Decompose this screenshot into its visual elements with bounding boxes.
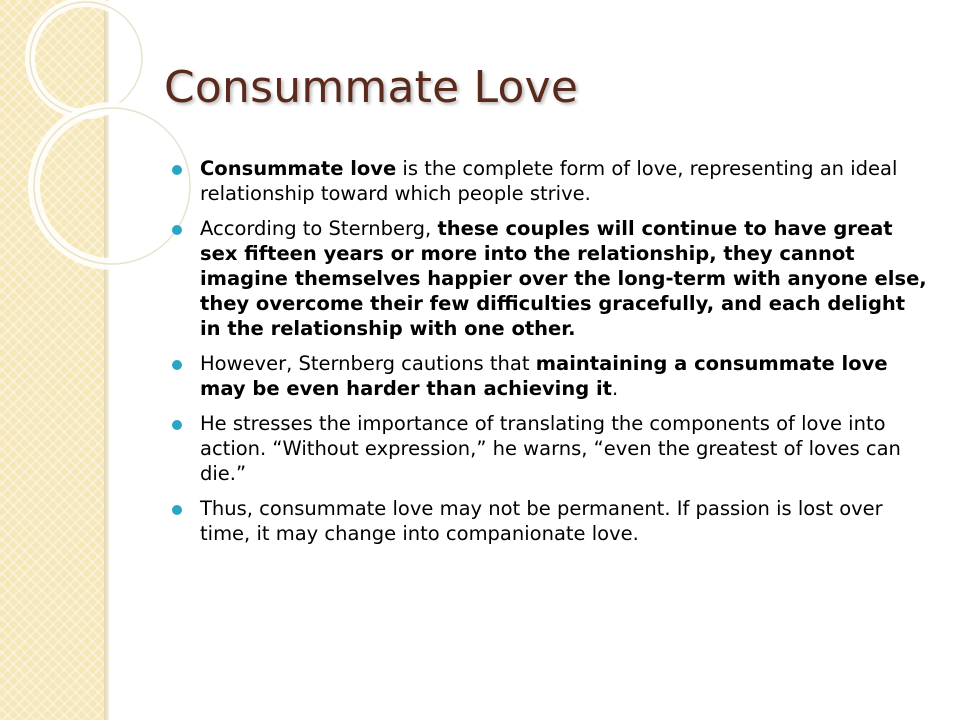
bullet-item bbox=[170, 351, 930, 401]
bullet-lead: According to Sternberg, bbox=[200, 217, 438, 240]
bullet-tail: . bbox=[612, 377, 619, 400]
slide-title: Consummate Love bbox=[164, 62, 579, 113]
bullet-bold-text: these couples will continue to have great sex fifteen years or more into the relationship, they cannot imagine themselves happier over the long-term with anyone else, they overcome their few difficulties gracefully, and each delight in the relationship with one other. bbox=[200, 217, 927, 340]
bullet-item bbox=[170, 156, 930, 206]
bullet-list bbox=[170, 156, 930, 556]
bullet-dot-icon bbox=[172, 420, 182, 430]
bullet-bold-lead: Consummate love bbox=[200, 157, 397, 180]
bullet-bold-text: maintaining a consummate love may be even harder than achieving it bbox=[200, 352, 888, 400]
bullet-text: He stresses the importance of translating the components of love into action. “Without expression,” he warns, “even the greatest of loves can die.” bbox=[200, 412, 901, 485]
bullet-dot-icon bbox=[172, 360, 182, 370]
bullet-dot-icon bbox=[172, 225, 182, 235]
bullet-item bbox=[170, 411, 930, 486]
bullet-dot-icon bbox=[172, 165, 182, 175]
bullet-text: is the complete form of love, representing an ideal relationship toward which people strive. bbox=[200, 157, 898, 205]
bullet-text: Thus, consummate love may not be permanent. If passion is lost over time, it may change into companionate love. bbox=[200, 497, 883, 545]
bullet-dot-icon bbox=[172, 505, 182, 515]
bullet-lead: However, Sternberg cautions that bbox=[200, 352, 536, 375]
decorative-ring-bottom bbox=[34, 108, 190, 264]
decorative-ring-top-outline bbox=[30, 2, 142, 114]
bullet-item bbox=[170, 496, 930, 546]
bullet-item bbox=[170, 216, 930, 341]
